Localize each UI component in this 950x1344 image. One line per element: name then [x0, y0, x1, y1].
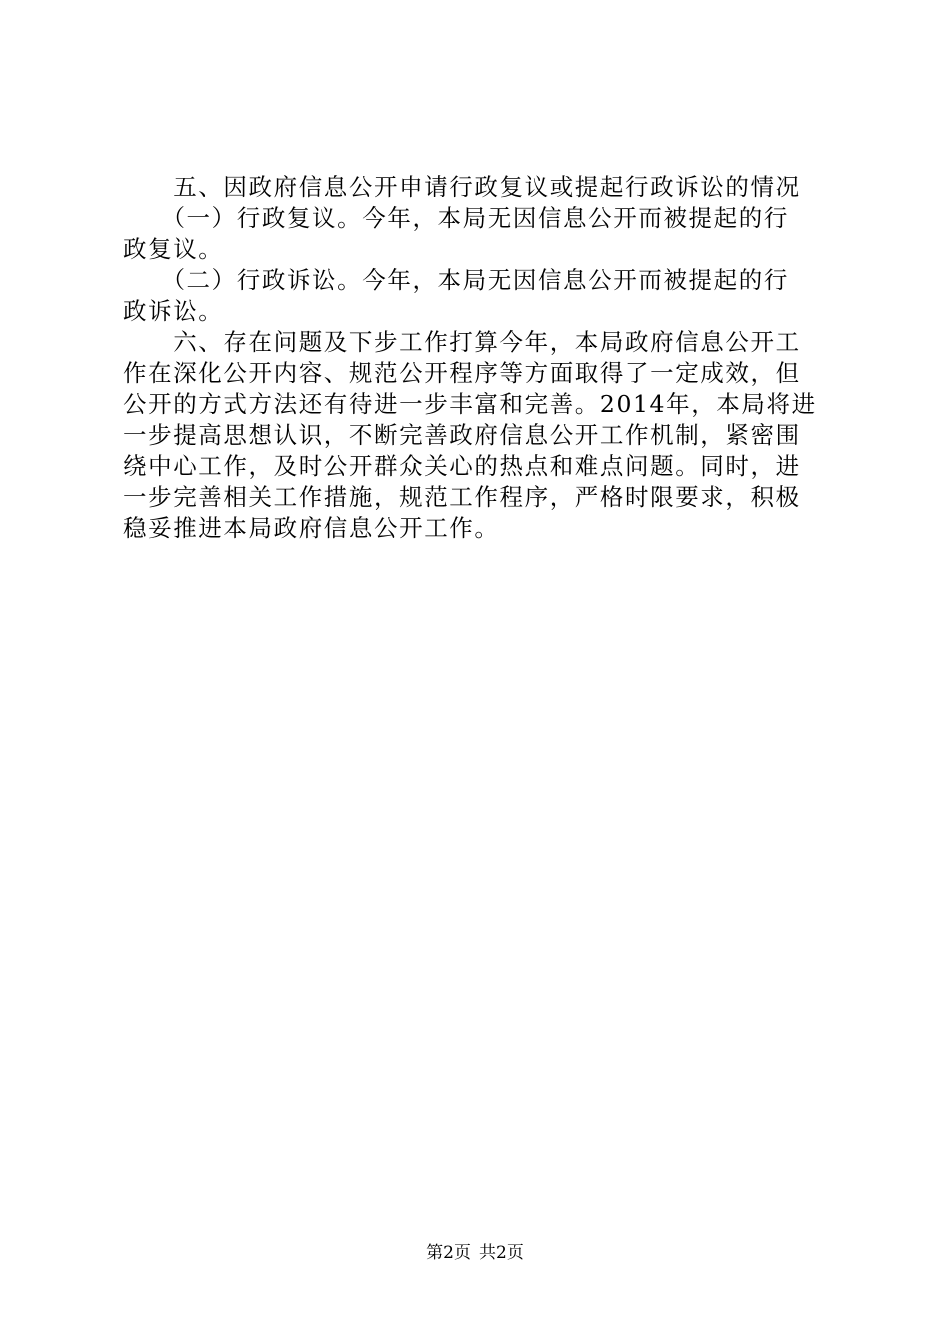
paragraph-line: （二）行政诉讼。今年，本局无因信息公开而被提起的行 [123, 266, 789, 294]
paragraph-line: 稳妥推进本局政府信息公开工作。 [123, 514, 500, 542]
paragraph-line: 政诉讼。 [123, 297, 224, 325]
page-total: 共2页 [479, 1243, 524, 1263]
page-number: 第2页 [426, 1243, 471, 1263]
paragraph-line: 一步完善相关工作措施，规范工作程序，严格时限要求，积极 [123, 483, 801, 511]
paragraph-line: 政复议。 [123, 235, 224, 263]
paragraph-line: （一）行政复议。今年，本局无因信息公开而被提起的行 [123, 204, 789, 232]
page-footer [0, 1242, 950, 1264]
paragraph-line: 作在深化公开内容、规范公开程序等方面取得了一定成效，但 [123, 359, 801, 387]
section-five-heading: 五、因政府信息公开申请行政复议或提起行政诉讼的情况 [123, 173, 801, 201]
document-body [123, 172, 835, 544]
paragraph-line: 绕中心工作，及时公开群众关心的热点和难点问题。同时，进 [123, 452, 801, 480]
section-six-heading: 六、存在问题及下步工作打算今年，本局政府信息公开工 [123, 328, 801, 356]
paragraph-line: 一步提高思想认识，不断完善政府信息公开工作机制，紧密围 [123, 421, 801, 449]
paragraph-line: 公开的方式方法还有待进一步丰富和完善。2014年，本局将进 [123, 390, 817, 418]
